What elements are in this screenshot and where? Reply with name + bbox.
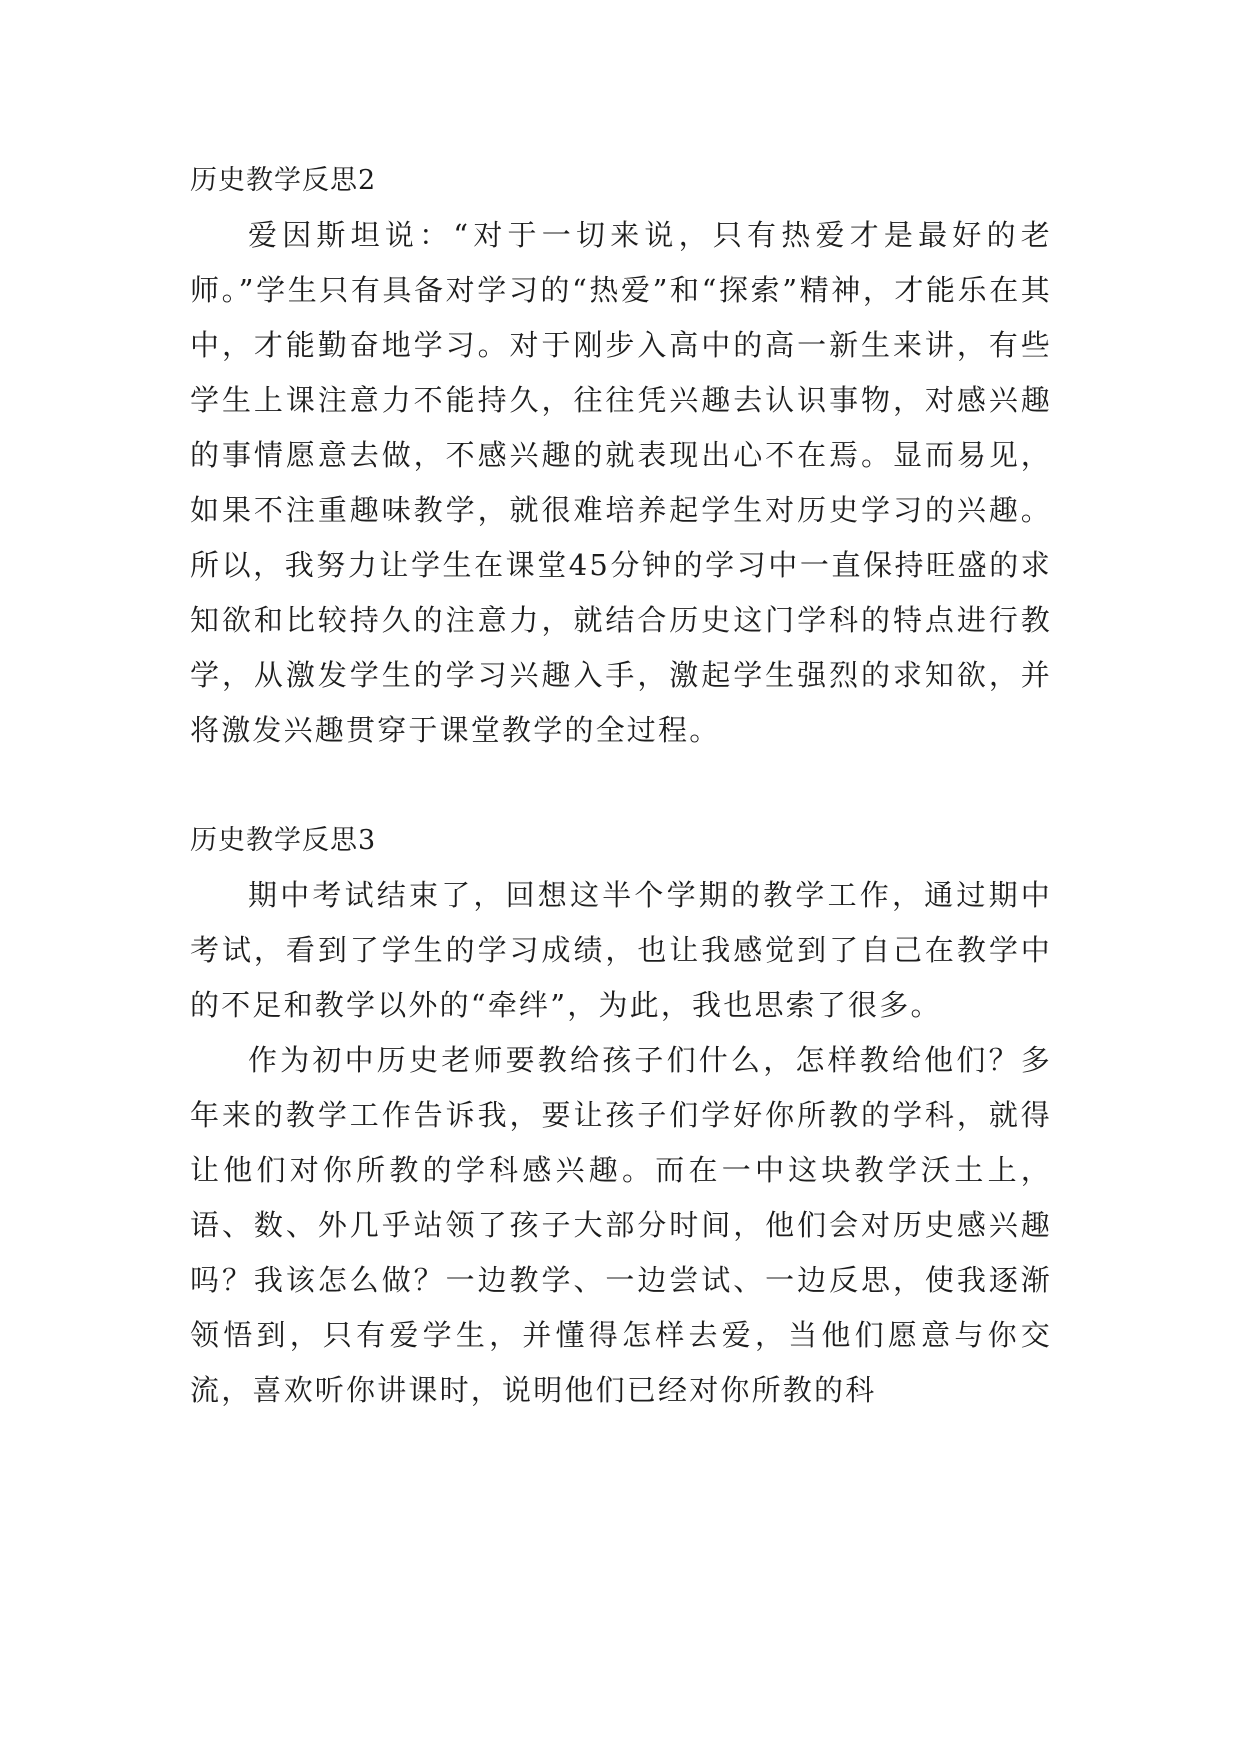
section-title: 历史教学反思2 xyxy=(190,165,377,196)
section-reflection-2 xyxy=(190,153,1052,758)
section-title: 历史教学反思3 xyxy=(190,825,377,856)
paragraph: 期中考试结束了，回想这半个学期的教学工作，通过期中考试，看到了学生的学习成绩，也让我感觉到了自己在教学中的不足和教学以外的“牵绊”，为此，我也思索了很多。 xyxy=(190,878,1052,1022)
section-reflection-3 xyxy=(190,813,1052,1418)
document-body xyxy=(190,153,1052,1418)
paragraph: 爱因斯坦说：“对于一切来说，只有热爱才是最好的老师。”学生只有具备对学习的“热爱”和“探索”精神，才能乐在其中，才能勤奋地学习。对于刚步入高中的高一新生来讲，有些学生上课注意力不能持久，往往凭兴趣去认识事物，对感兴趣的事情愿意去做，不感兴趣的就表现出心不在焉。显而易见，如果不注重趣味教学，就很难培养起学生对历史学习的兴趣。所以，我努力让学生在课堂45分钟的学习中一直保持旺盛的求知欲和比较持久的注意力，就结合历史这门学科的特点进行教学，从激发学生的学习兴趣入手，激起学生强烈的求知欲，并将激发兴趣贯穿于课堂教学的全过程。 xyxy=(190,218,1052,747)
paragraph: 作为初中历史老师要教给孩子们什么，怎样教给他们？多年来的教学工作告诉我，要让孩子们学好你所教的学科，就得让他们对你所教的学科感兴趣。而在一中这块教学沃土上，语、数、外几乎站领了孩子大部分时间，他们会对历史感兴趣吗？我该怎么做？一边教学、一边尝试、一边反思，使我逐渐领悟到，只有爱学生，并懂得怎样去爱，当他们愿意与你交流，喜欢听你讲课时，说明他们已经对你所教的科 xyxy=(190,1043,1052,1407)
